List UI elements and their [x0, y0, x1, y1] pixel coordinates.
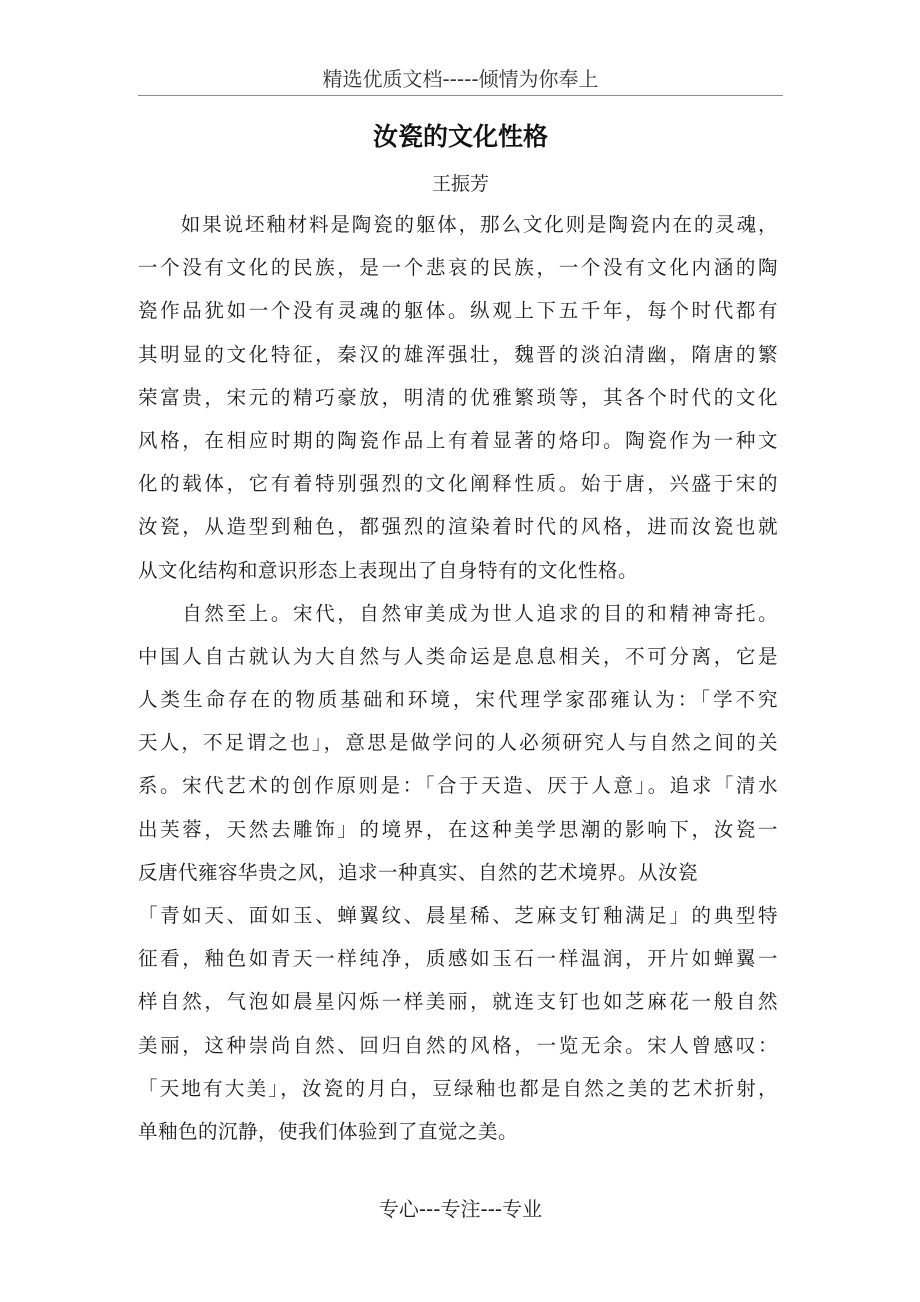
text-line: 天人，不足谓之也」，意思是做学问的人必须研究人与自然之间的关 [138, 731, 778, 755]
paragraph [138, 210, 778, 599]
text-line: 自然至上。宋代，自然审美成为世人追求的目的和精神寄托。 [138, 601, 778, 625]
text-line: 荣富贵，宋元的精巧豪放，明清的优雅繁琐等，其各个时代的文化 [138, 385, 778, 409]
text-line: 出芙蓉，天然去雕饰」的境界，在这种美学思潮的影响下，汝瓷一 [138, 817, 778, 841]
document-author: 王振芳 [431, 173, 489, 195]
paragraph [138, 599, 778, 1160]
text-line: 反唐代雍容华贵之风，追求一种真实、自然的艺术境界。从汝瓷 [138, 860, 699, 884]
document-body [138, 210, 778, 1160]
text-line: 汝瓷，从造型到釉色，都强烈的渲染着时代的风格，进而汝瓷也就 [138, 515, 778, 539]
page-footer: 专心---专注---专业 [378, 1197, 543, 1221]
text-line: 征看，釉色如青天一样纯净，质感如玉石一样温润，开片如蝉翼一 [138, 947, 778, 971]
text-line: 其明显的文化特征，秦汉的雄浑强壮，魏晋的淡泊清幽，隋唐的繁 [138, 342, 778, 366]
text-line: 瓷作品犹如一个没有灵魂的躯体。纵观上下五千年，每个时代都有 [138, 299, 778, 323]
text-line: 美丽，这种崇尚自然、回归自然的风格，一览无余。宋人曾感叹： [138, 1033, 778, 1057]
text-line: 化的载体，它有着特别强烈的文化阐释性质。始于唐，兴盛于宋的 [138, 472, 778, 496]
text-line: 系。宋代艺术的创作原则是：「合于天造、厌于人意」。追求「清水 [138, 774, 778, 798]
text-line: 风格，在相应时期的陶瓷作品上有着显著的烙印。陶瓷作为一种文 [138, 428, 778, 452]
text-line: 单釉色的沉静，使我们体验到了直觉之美。 [138, 1119, 519, 1143]
text-line: 如果说坯釉材料是陶瓷的躯体，那么文化则是陶瓷内在的灵魂， [138, 213, 778, 236]
text-line: 中国人自古就认为大自然与人类命运是息息相关，不可分离，它是 [138, 644, 778, 668]
text-line: 人类生命存在的物质基础和环境，宋代理学家邵雍认为：「学不究 [138, 688, 778, 712]
text-line: 从文化结构和意识形态上表现出了自身特有的文化性格。 [138, 558, 639, 582]
document-title: 汝瓷的文化性格 [372, 122, 548, 151]
page-header: 精选优质文档-----倾情为你奉上 [322, 67, 599, 91]
text-line: 「天地有大美」，汝瓷的月白，豆绿釉也都是自然之美的艺术折射， [138, 1076, 778, 1100]
text-line: 样自然，气泡如晨星闪烁一样美丽，就连支钉也如芝麻花一般自然 [138, 990, 778, 1014]
header-divider [138, 95, 783, 96]
text-line: 「青如天、面如玉、蝉翼纹、晨星稀、芝麻支钉釉满足」的典型特 [138, 904, 778, 927]
text-line: 一个没有文化的民族，是一个悲哀的民族，一个没有文化内涵的陶 [138, 256, 778, 280]
